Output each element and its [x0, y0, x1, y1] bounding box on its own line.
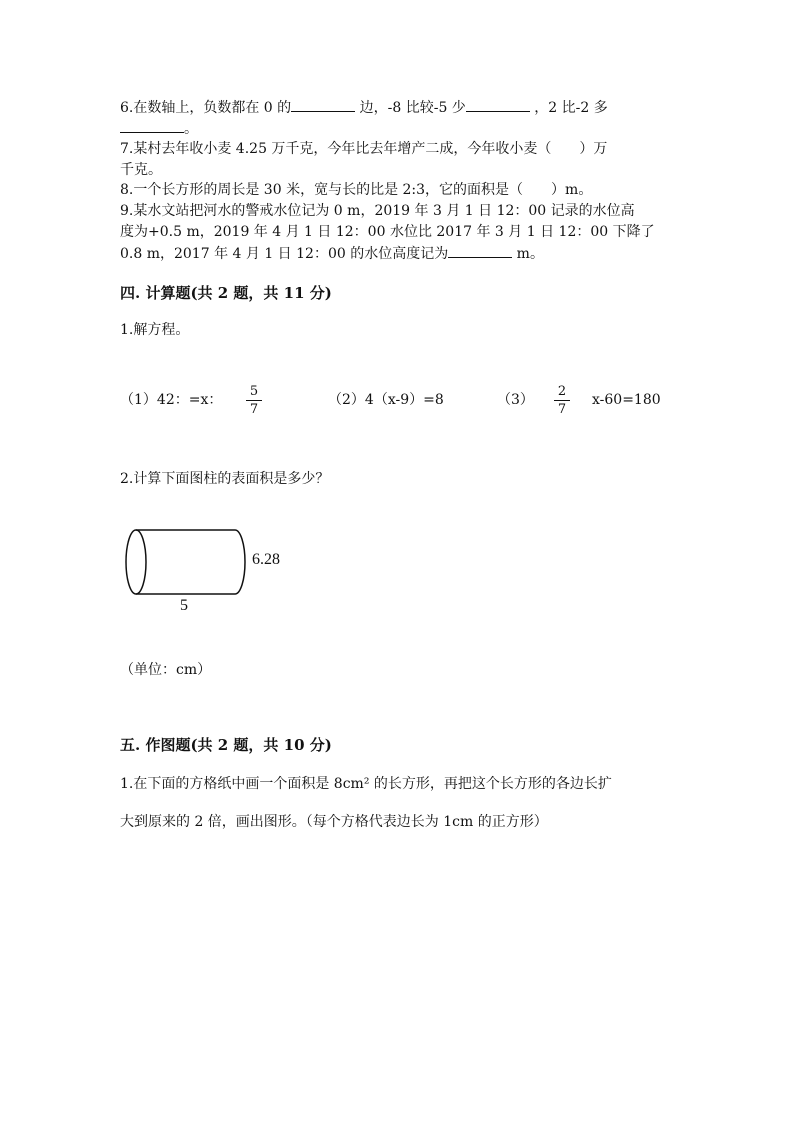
question-6-text-a: 6.在数轴上，负数都在 0 的 — [120, 100, 292, 116]
equation-1-fraction — [246, 384, 262, 417]
fraction-numerator: 2 — [557, 384, 567, 399]
question-9-text-d: m。 — [512, 246, 544, 262]
fraction-bar — [246, 400, 262, 401]
question-7-text-b: 千克。 — [120, 162, 162, 178]
equation-2-text: （2）4（x-9）=8 — [328, 392, 444, 408]
unit-note: （单位：cm） — [120, 662, 212, 678]
cylinder-right-end — [235, 530, 245, 594]
question-6-text-c: ，2 比-2 多 — [529, 100, 608, 116]
section-5-title: 五. 作图题(共 2 题，共 10 分) — [120, 736, 332, 754]
equation-1-text: （1）42：=x： — [120, 392, 223, 408]
section-5-q1-line-1: 1.在下面的方格纸中画一个面积是 8cm² 的长方形，再把这个长方形的各边长扩 — [120, 776, 612, 792]
question-7 — [120, 139, 680, 159]
section-4-q2-title: 2.计算下面图柱的表面积是多少？ — [120, 471, 330, 487]
answer-blank[interactable] — [466, 97, 530, 112]
cylinder-figure — [118, 520, 258, 600]
answer-blank[interactable] — [120, 118, 184, 133]
equation-3-text-b: x-60=180 — [592, 392, 661, 408]
equation-3-fraction — [554, 384, 570, 417]
question-7-text-a: 7.某村去年收小麦 4.25 万千克，今年比去年增产二成，今年收小麦（ ）万 — [120, 141, 608, 157]
question-6-text-d: 。 — [184, 121, 198, 137]
question-9 — [120, 201, 680, 221]
question-8-text: 8.一个长方形的周长是 30 米，宽与长的比是 2:3，它的面积是（ ）m。 — [120, 182, 593, 198]
fraction-numerator: 5 — [249, 384, 259, 399]
question-6-text-b: 边，-8 比较-5 少 — [355, 100, 466, 116]
section-4-q1-title: 1.解方程。 — [120, 322, 190, 338]
section-4-title: 四. 计算题(共 2 题，共 11 分) — [120, 284, 332, 302]
cylinder-left-end — [126, 530, 146, 594]
question-9-text-b: 度为+0.5 m，2019 年 4 月 1 日 12：00 水位比 2017 年 3 月 1 日 12：00 下降了 — [120, 224, 655, 240]
cylinder-height-label: 6.28 — [252, 551, 280, 568]
question-9-text-c: 0.8 m，2017 年 4 月 1 日 12：00 的水位高度记为 — [120, 246, 449, 262]
question-6-cont — [120, 118, 680, 139]
cylinder-length-label: 5 — [180, 597, 188, 614]
fraction-bar — [554, 400, 570, 401]
fraction-denominator: 7 — [557, 402, 567, 417]
fraction-denominator: 7 — [249, 402, 259, 417]
question-6 — [120, 97, 680, 118]
question-9-text-a: 9.某水文站把河水的警戒水位记为 0 m，2019 年 3 月 1 日 12：00 记录的水位高 — [120, 203, 635, 219]
section-5-q1-line-2: 大到原来的 2 倍，画出图形。（每个方格代表边长为 1cm 的正方形） — [120, 814, 548, 830]
answer-blank[interactable] — [291, 97, 355, 112]
question-9-cont-2 — [120, 243, 680, 264]
answer-blank[interactable] — [448, 243, 512, 258]
equation-3-text-a: （3） — [497, 392, 534, 408]
question-8 — [120, 180, 680, 200]
question-7-cont — [120, 160, 680, 180]
question-9-cont-1 — [120, 222, 680, 242]
